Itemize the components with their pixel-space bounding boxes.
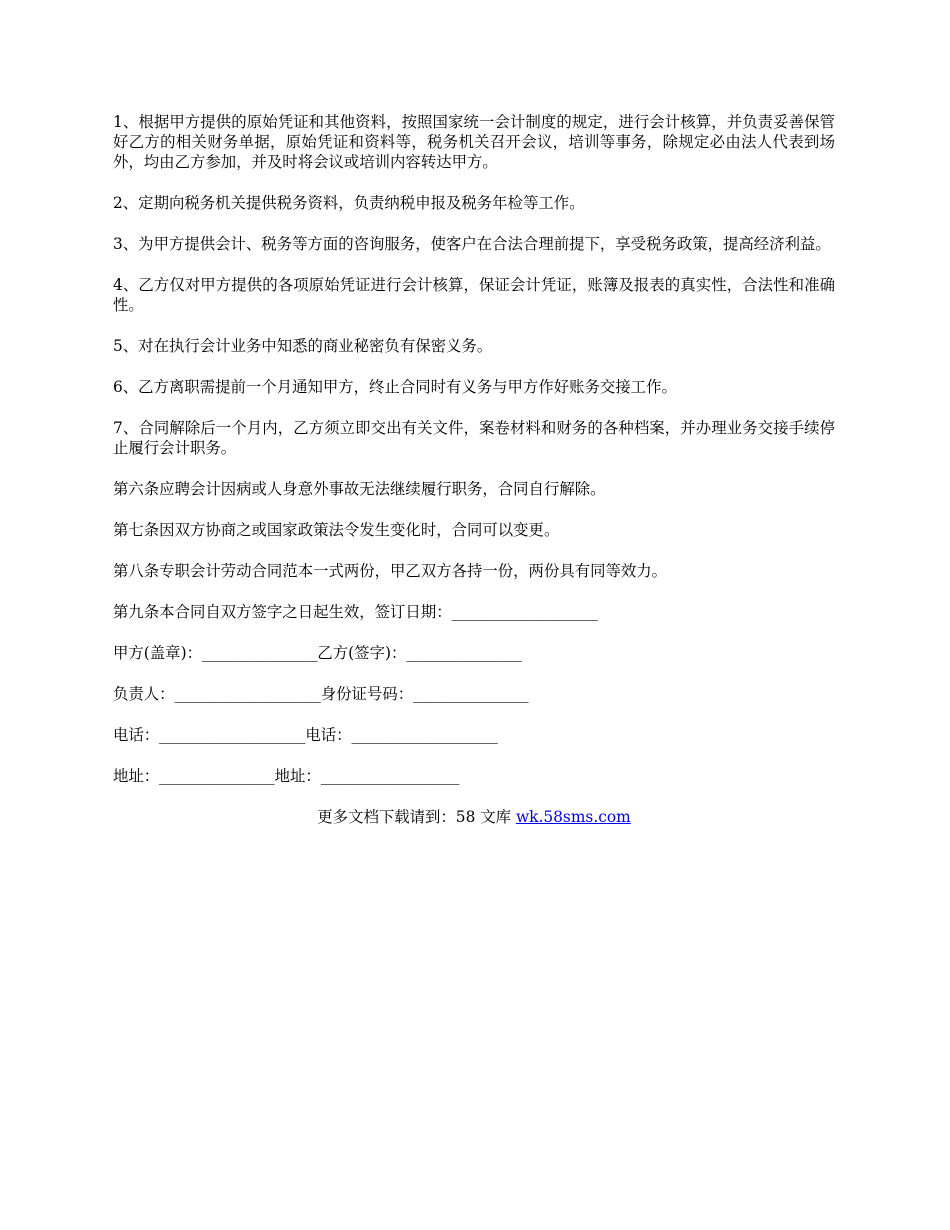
footer-text: 更多文档下载请到：58 文库 bbox=[317, 808, 516, 826]
clause-4: 4、乙方仅对甲方提供的各项原始凭证进行会计核算，保证会计凭证，账簿及报表的真实性，合法性和准确性。 bbox=[113, 276, 835, 314]
clause-2: 2、定期向税务机关提供税务资料，负责纳税申报及税务年检等工作。 bbox=[113, 194, 585, 212]
clause-7: 7、合同解除后一个月内，乙方须立即交出有关文件，案卷材料和财务的各种档案，并办理业务交接手续停止履行会计职务。 bbox=[113, 419, 835, 457]
signature-party-line: 甲方(盖章)：_______________乙方(签字)：_______________ bbox=[113, 644, 522, 662]
clause-5: 5、对在执行会计业务中知悉的商业秘密负有保密义务。 bbox=[113, 337, 493, 355]
signature-address-line: 地址：_______________地址：__________________ bbox=[113, 767, 460, 785]
footer-link[interactable]: wk.58sms.com bbox=[515, 808, 631, 826]
article-8: 第八条专职会计劳动合同范本一式两份，甲乙双方各持一份，两份具有同等效力。 bbox=[113, 562, 668, 580]
document-page bbox=[113, 112, 835, 827]
clause-6: 6、乙方离职需提前一个月通知甲方，终止合同时有义务与甲方作好账务交接工作。 bbox=[113, 378, 677, 396]
signature-responsible-line: 负责人：___________________身份证号码：_______________ bbox=[113, 685, 529, 703]
download-footer bbox=[113, 807, 835, 827]
article-6: 第六条应聘会计因病或人身意外事故无法继续履行职务，合同自行解除。 bbox=[113, 480, 606, 498]
signature-phone-line: 电话：___________________电话：___________________ bbox=[113, 726, 498, 744]
article-7: 第七条因双方协商之或国家政策法令发生变化时，合同可以变更。 bbox=[113, 521, 560, 539]
clause-1: 1、根据甲方提供的原始凭证和其他资料，按照国家统一会计制度的规定，进行会计核算，并负责妥善保管好乙方的相关财务单据，原始凭证和资料等，税务机关召开会议，培训等事务，除规定必由法人代表到场外，均由乙方参加，并及时将会议或培训内容转达甲方。 bbox=[113, 113, 835, 171]
article-9-sign-date: 第九条本合同自双方签字之日起生效，签订日期：___________________ bbox=[113, 603, 598, 621]
clause-3: 3、为甲方提供会计、税务等方面的咨询服务，使客户在合法合理前提下，享受税务政策，提高经济利益。 bbox=[113, 235, 831, 253]
